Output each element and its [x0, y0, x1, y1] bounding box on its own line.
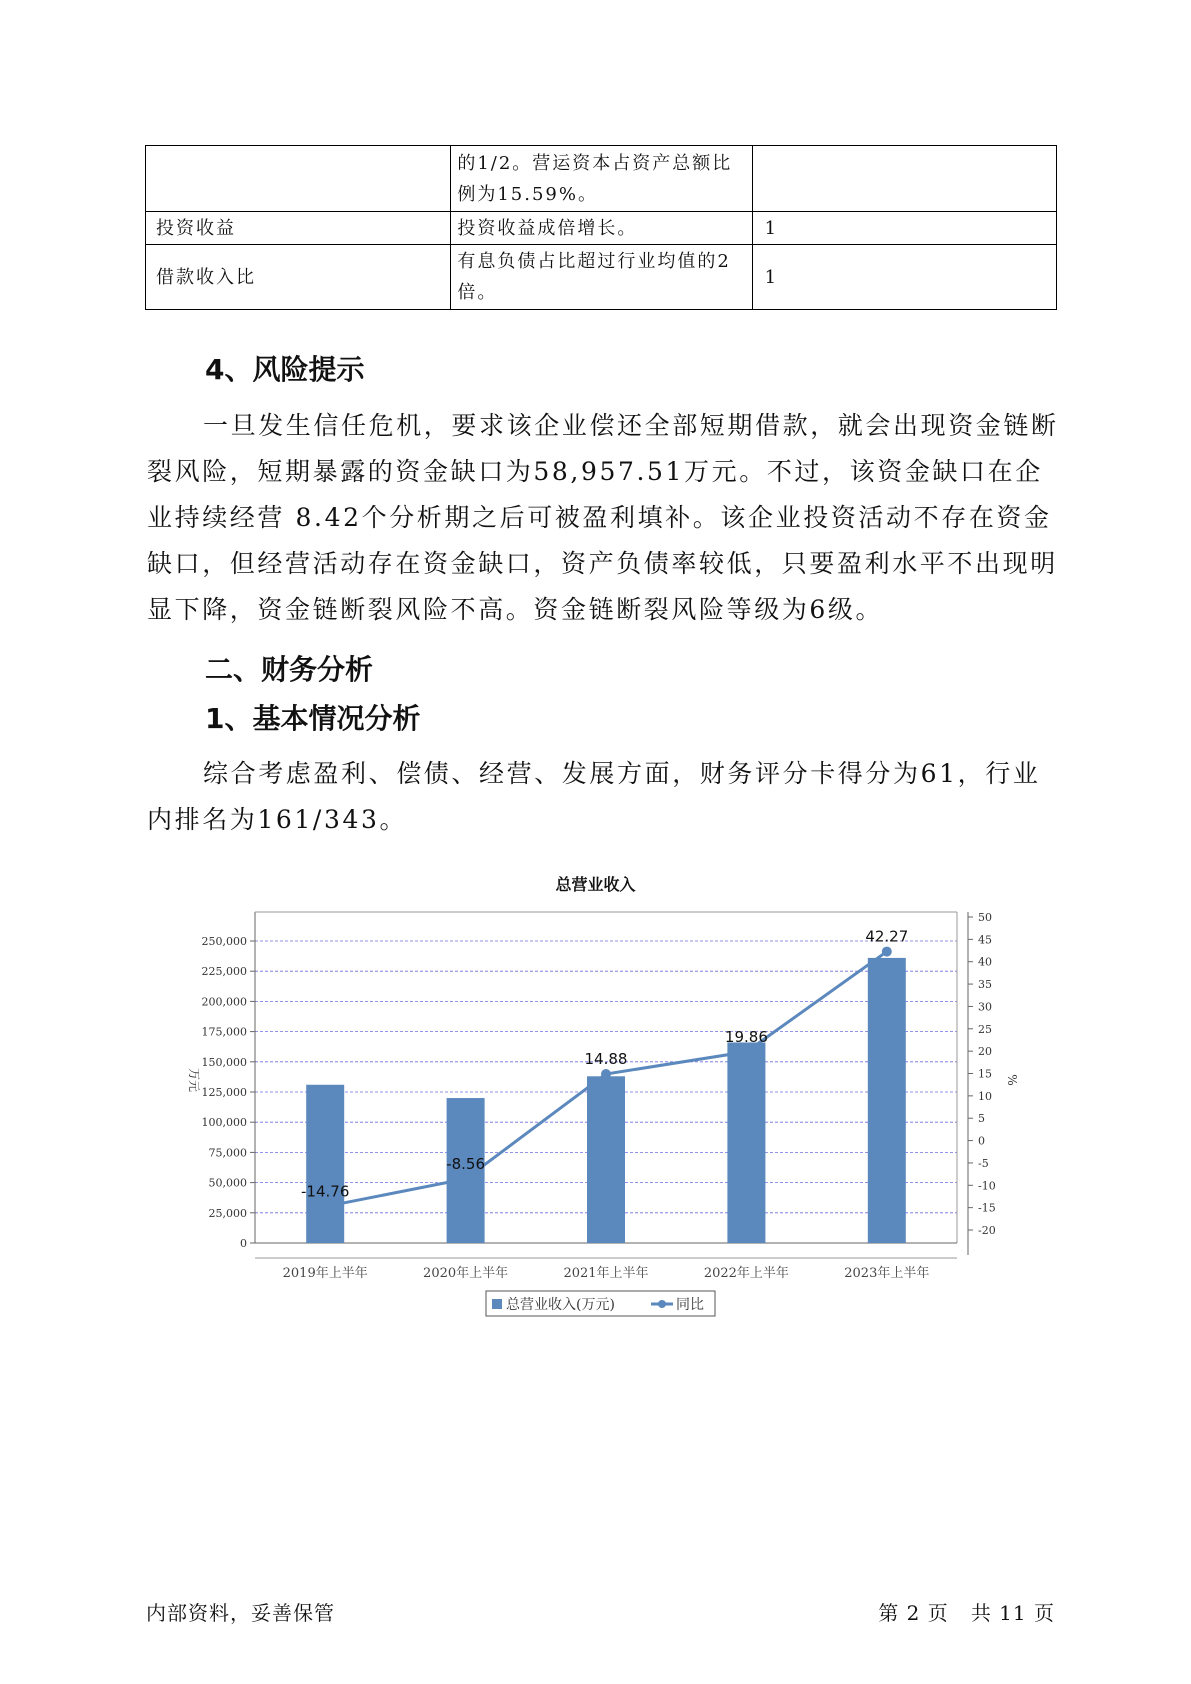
y-tick-label-left: 125,000 — [201, 1086, 247, 1099]
y-tick-label-left: 150,000 — [201, 1055, 247, 1069]
y-tick-label-right: -20 — [978, 1224, 996, 1237]
y-tick-label-right: 25 — [978, 1022, 992, 1036]
y-tick-label-right: 30 — [978, 1000, 992, 1014]
y-tick-label-left: 175,000 — [201, 1025, 247, 1039]
y-tick-label-left: 250,000 — [201, 935, 247, 948]
data-label: 19.86 — [724, 1027, 768, 1046]
y-tick-label-right: -15 — [978, 1201, 996, 1215]
y-tick-label-left: 200,000 — [201, 995, 247, 1009]
y-tick-label-left: 100,000 — [201, 1116, 247, 1130]
y-tick-label-right: 20 — [978, 1045, 992, 1059]
risk-paragraph: 一旦发生信任危机，要求该企业偿还全部短期借款，就会出现资金链断裂风险，短期暴露的资金缺口为58,957.51万元。不过，该资金缺口在企业持续经营 8.42个分析期之后可被盈利填补。该企业投资活动不存在资金缺口，但经营活动存在资金缺口，资产负债率较低，只要盈利水平不出现明显下降，资金链断裂风险不高。资金链断裂风险等级为6级。 — [147, 411, 1059, 624]
y-tick-label-right: 0 — [978, 1134, 985, 1148]
data-label: -8.56 — [446, 1154, 486, 1173]
table-cell: 的1/2。营运资本占资产总额比例为15.59%。 — [451, 146, 752, 212]
table-cell: 有息负债占比超过行业均值的2倍。 — [451, 245, 752, 310]
table-cell: 借款收入比 — [146, 245, 451, 310]
yoy-point — [601, 1069, 611, 1079]
x-tick-label: 2021年上半年 — [563, 1266, 649, 1281]
y-tick-label-left: 225,000 — [201, 965, 247, 979]
bar — [868, 958, 906, 1243]
legend-bar-swatch — [492, 1299, 502, 1309]
x-tick-label: 2022年上半年 — [703, 1266, 789, 1281]
finance-paragraph: 综合考虑盈利、偿债、经营、发展方面，财务评分卡得分为61，行业内排名为161/343。 — [147, 759, 1041, 834]
x-tick-label: 2019年上半年 — [282, 1266, 368, 1281]
bar — [727, 1042, 765, 1243]
subsection-heading-basic: 1、基本情况分析 — [205, 702, 421, 735]
yoy-point — [882, 947, 892, 957]
y-tick-label-left: 50,000 — [208, 1176, 247, 1190]
y-tick-label-right: -10 — [978, 1179, 996, 1193]
x-tick-label: 2020年上半年 — [423, 1266, 509, 1281]
data-label: -14.76 — [301, 1182, 350, 1201]
y-tick-label-right: 35 — [978, 978, 992, 992]
yoy-point — [320, 1202, 330, 1212]
y-axis-label-right: % — [1005, 1074, 1019, 1086]
legend-line-marker — [658, 1300, 666, 1308]
y-axis-label-left: 万元 — [187, 1067, 201, 1093]
y-tick-label-right: -5 — [978, 1156, 989, 1170]
legend-line-label: 同比 — [676, 1297, 704, 1313]
y-tick-label-right: 45 — [978, 933, 992, 947]
yoy-point — [741, 1047, 751, 1057]
data-label: 42.27 — [865, 927, 909, 946]
bar — [306, 1085, 344, 1243]
y-tick-label-right: 5 — [978, 1112, 985, 1126]
y-tick-label-right: 10 — [978, 1089, 992, 1103]
table-cell: 1 — [752, 212, 1056, 245]
footer-page-number: 第 2 页 共 11 页 — [878, 1601, 1055, 1625]
legend-bar-label: 总营业收入(万元) — [506, 1297, 615, 1313]
table-cell: 投资收益 — [146, 212, 451, 245]
x-tick-label: 2023年上半年 — [844, 1266, 930, 1281]
y-tick-label-left: 0 — [240, 1237, 247, 1250]
section-heading-finance: 二、财务分析 — [205, 653, 374, 686]
table-cell: 1 — [752, 245, 1056, 310]
table-cell: 投资收益成倍增长。 — [451, 212, 752, 245]
yoy-point — [461, 1174, 471, 1184]
chart-title: 总营业收入 — [555, 875, 636, 894]
bar — [587, 1076, 625, 1243]
y-tick-label-right: 40 — [978, 955, 992, 969]
y-tick-label-left: 75,000 — [208, 1146, 247, 1160]
y-tick-label-left: 25,000 — [208, 1206, 247, 1220]
data-label: 14.88 — [584, 1050, 628, 1069]
section-heading-risk: 4、风险提示 — [205, 353, 365, 386]
y-tick-label-right: 50 — [978, 911, 992, 924]
y-tick-label-right: 15 — [978, 1067, 992, 1081]
footer-confidential: 内部资料，妥善保管 — [146, 1601, 335, 1625]
